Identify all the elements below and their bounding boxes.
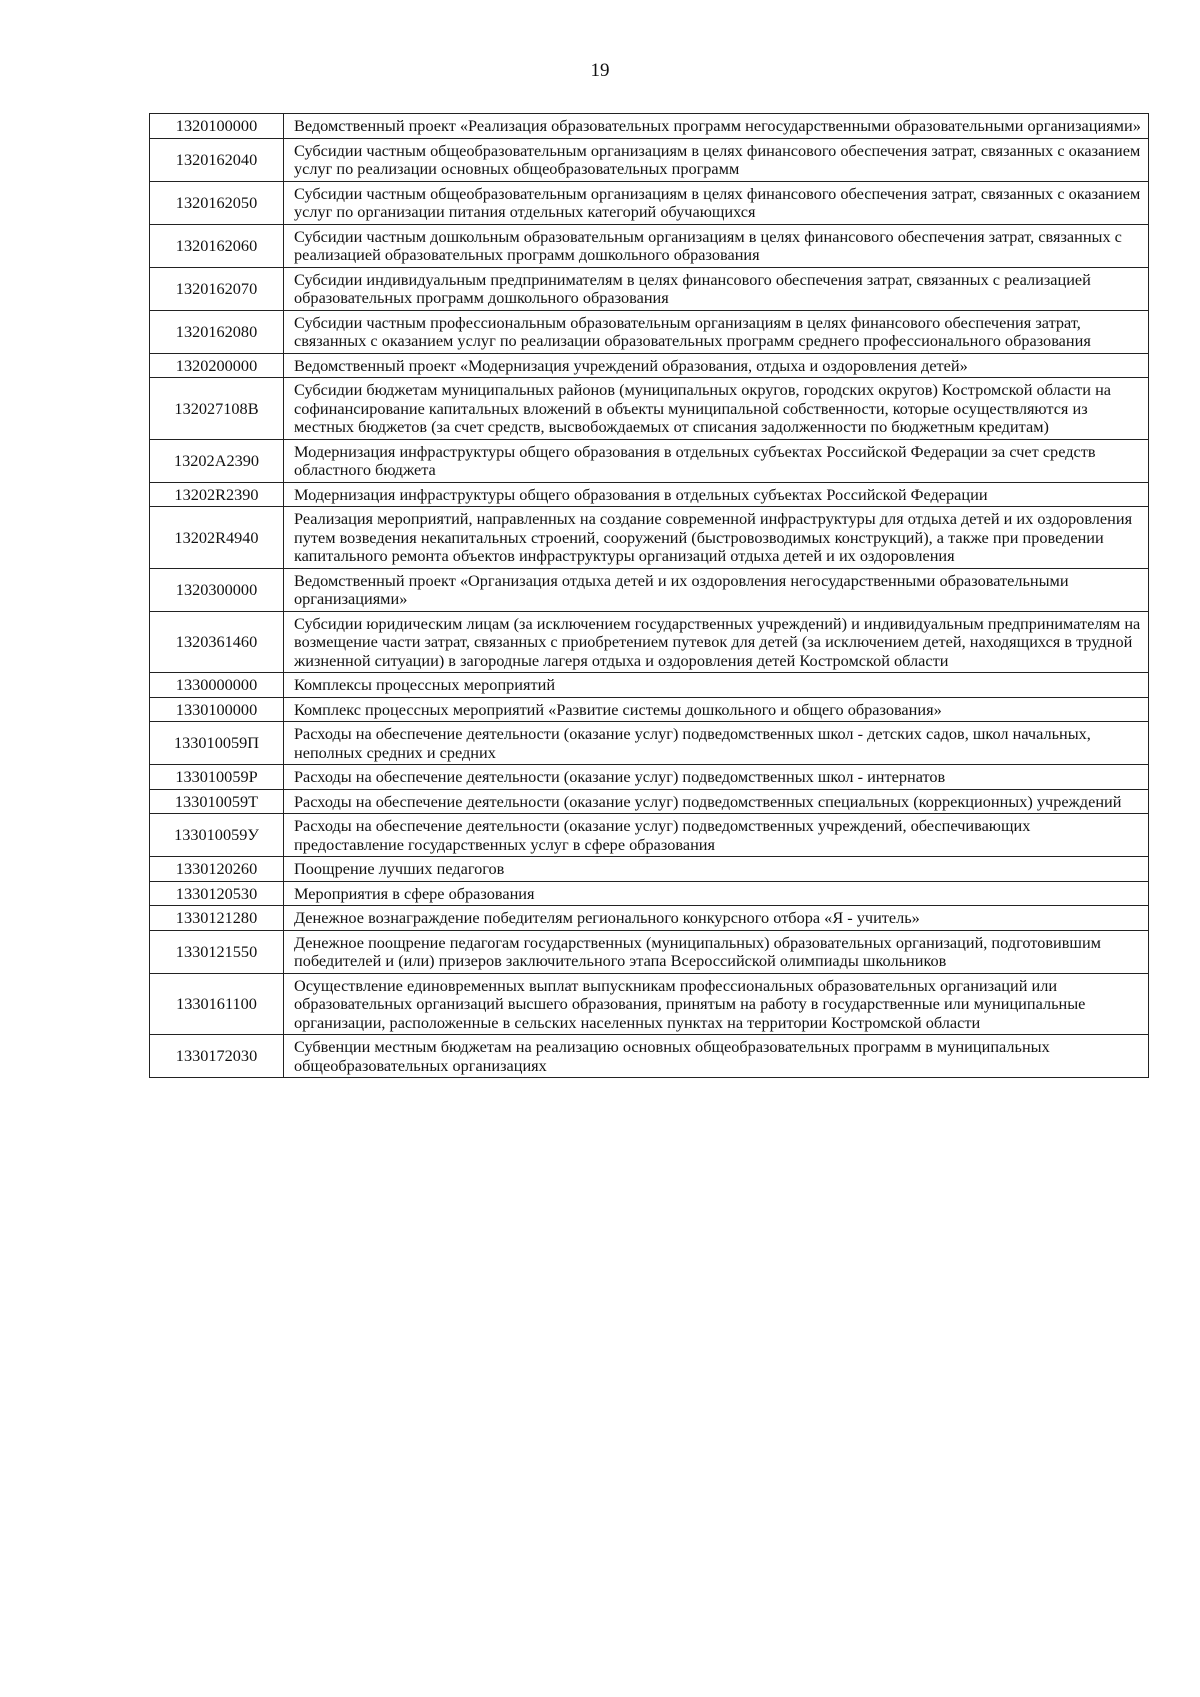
description-cell: Денежное вознаграждение победителям регионального конкурсного отбора «Я - учитель» xyxy=(284,906,1149,931)
table-row xyxy=(150,114,1149,139)
table-row xyxy=(150,697,1149,722)
code-cell: 1320162060 xyxy=(150,224,284,267)
code-cell: 1320100000 xyxy=(150,114,284,139)
code-cell: 1330161100 xyxy=(150,973,284,1035)
code-cell: 132027108B xyxy=(150,378,284,440)
code-cell: 133010059Р xyxy=(150,765,284,790)
table-row xyxy=(150,482,1149,507)
table-row xyxy=(150,722,1149,765)
description-cell: Комплекс процессных мероприятий «Развитие системы дошкольного и общего образования» xyxy=(284,697,1149,722)
table-row xyxy=(150,857,1149,882)
budget-code-table xyxy=(149,113,1149,1078)
table-row xyxy=(150,378,1149,440)
description-cell: Денежное поощрение педагогам государственных (муниципальных) образовательных организаций, подготовившим победителей и (или) призеров заключительного этапа Всероссийской олимпиады школьников xyxy=(284,930,1149,973)
description-cell: Модернизация инфраструктуры общего образования в отдельных субъектах Российской Федерации за счет средств областного бюджета xyxy=(284,439,1149,482)
table-row xyxy=(150,353,1149,378)
description-cell: Расходы на обеспечение деятельности (оказание услуг) подведомственных учреждений, обеспечивающих предоставление государственных услуг в сфере образования xyxy=(284,814,1149,857)
table-row xyxy=(150,1035,1149,1078)
description-cell: Мероприятия в сфере образования xyxy=(284,881,1149,906)
code-cell: 1320361460 xyxy=(150,611,284,673)
code-cell: 1320300000 xyxy=(150,568,284,611)
code-cell: 1320162050 xyxy=(150,181,284,224)
description-cell: Комплексы процессных мероприятий xyxy=(284,673,1149,698)
table-body xyxy=(150,114,1149,1078)
table-row xyxy=(150,673,1149,698)
table-row xyxy=(150,507,1149,569)
description-cell: Субсидии частным дошкольным образовательным организациям в целях финансового обеспечения затрат, связанных с реализацией образовательных программ дошкольного образования xyxy=(284,224,1149,267)
table-row xyxy=(150,310,1149,353)
table-row xyxy=(150,814,1149,857)
description-cell: Расходы на обеспечение деятельности (оказание услуг) подведомственных школ - интернатов xyxy=(284,765,1149,790)
code-cell: 13202R4940 xyxy=(150,507,284,569)
table-row xyxy=(150,611,1149,673)
description-cell: Субсидии бюджетам муниципальных районов (муниципальных округов, городских округов) Костромской области на софинансирование капитальных вложений в объекты муниципальной собственности, которые осуществляются из местных бюджетов (за счет средств, высвобождаемых от списания задолженности по бюджетным кредитам) xyxy=(284,378,1149,440)
table-row xyxy=(150,267,1149,310)
description-cell: Осуществление единовременных выплат выпускникам профессиональных образовательных организаций или образовательных организаций высшего образования, принятым на работу в государственные или муниципальные организации, расположенные в сельских населенных пунктах на территории Костромской области xyxy=(284,973,1149,1035)
table-row xyxy=(150,181,1149,224)
code-cell: 1330172030 xyxy=(150,1035,284,1078)
table-row xyxy=(150,930,1149,973)
code-cell: 13202A2390 xyxy=(150,439,284,482)
description-cell: Расходы на обеспечение деятельности (оказание услуг) подведомственных школ - детских садов, школ начальных, неполных средних и средних xyxy=(284,722,1149,765)
code-cell: 13202R2390 xyxy=(150,482,284,507)
table-row xyxy=(150,881,1149,906)
code-cell: 1330120260 xyxy=(150,857,284,882)
code-cell: 133010059У xyxy=(150,814,284,857)
table-row xyxy=(150,906,1149,931)
code-cell: 1320162040 xyxy=(150,138,284,181)
description-cell: Реализация мероприятий, направленных на создание современной инфраструктуры для отдыха детей и их оздоровления путем возведения некапитальных строений, сооружений (быстровозводимых конструкций), а также при проведении капитального ремонта объектов инфраструктуры организаций отдыха детей и их оздоровления xyxy=(284,507,1149,569)
description-cell: Субсидии частным общеобразовательным организациям в целях финансового обеспечения затрат, связанных с оказанием услуг по реализации основных общеобразовательных программ xyxy=(284,138,1149,181)
code-cell: 1320162080 xyxy=(150,310,284,353)
table-row xyxy=(150,973,1149,1035)
description-cell: Ведомственный проект «Модернизация учреждений образования, отдыха и оздоровления детей» xyxy=(284,353,1149,378)
code-cell: 1330100000 xyxy=(150,697,284,722)
description-cell: Модернизация инфраструктуры общего образования в отдельных субъектах Российской Федерации xyxy=(284,482,1149,507)
code-cell: 1320162070 xyxy=(150,267,284,310)
table-row xyxy=(150,789,1149,814)
table-row xyxy=(150,568,1149,611)
code-cell: 1320200000 xyxy=(150,353,284,378)
code-cell: 133010059Т xyxy=(150,789,284,814)
table-row xyxy=(150,224,1149,267)
description-cell: Расходы на обеспечение деятельности (оказание услуг) подведомственных специальных (коррекционных) учреждений xyxy=(284,789,1149,814)
code-cell: 1330121280 xyxy=(150,906,284,931)
description-cell: Субсидии частным общеобразовательным организациям в целях финансового обеспечения затрат, связанных с оказанием услуг по организации питания отдельных категорий обучающихся xyxy=(284,181,1149,224)
code-cell: 133010059П xyxy=(150,722,284,765)
code-cell: 1330000000 xyxy=(150,673,284,698)
description-cell: Субвенции местным бюджетам на реализацию основных общеобразовательных программ в муниципальных общеобразовательных организациях xyxy=(284,1035,1149,1078)
description-cell: Субсидии частным профессиональным образовательным организациям в целях финансового обеспечения затрат, связанных с оказанием услуг по реализации образовательных программ среднего профессионального образования xyxy=(284,310,1149,353)
description-cell: Ведомственный проект «Организация отдыха детей и их оздоровления негосударственными образовательными организациями» xyxy=(284,568,1149,611)
table-row xyxy=(150,439,1149,482)
description-cell: Субсидии индивидуальным предпринимателям в целях финансового обеспечения затрат, связанных с реализацией образовательных программ дошкольного образования xyxy=(284,267,1149,310)
table-row xyxy=(150,765,1149,790)
description-cell: Поощрение лучших педагогов xyxy=(284,857,1149,882)
code-cell: 1330120530 xyxy=(150,881,284,906)
description-cell: Ведомственный проект «Реализация образовательных программ негосударственными образовательными организациями» xyxy=(284,114,1149,139)
code-cell: 1330121550 xyxy=(150,930,284,973)
table-row xyxy=(150,138,1149,181)
page-number: 19 xyxy=(590,60,610,81)
description-cell: Субсидии юридическим лицам (за исключением государственных учреждений) и индивидуальным предпринимателям на возмещение части затрат, связанных с приобретением путевок для детей (за исключением детей, находящихся в трудной жизненной ситуации) в загородные лагеря отдыха и оздоровления детей Костромской области xyxy=(284,611,1149,673)
